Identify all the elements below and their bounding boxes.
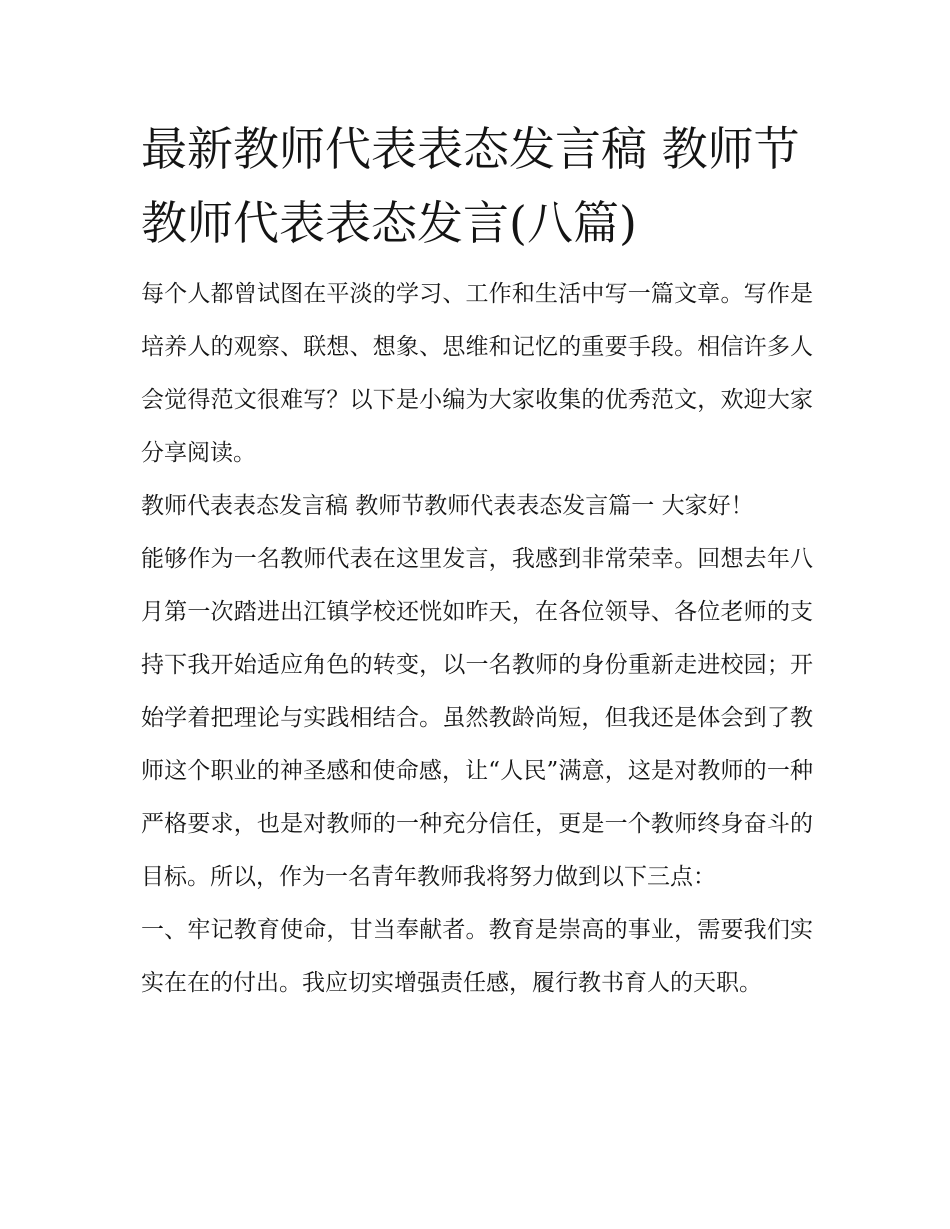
point-one-paragraph: 一、牢记教育使命，甘当奉献者。教育是崇高的事业，需要我们实实在在的付出。我应切实增强责任感，履行教书育人的天职。	[141, 917, 813, 996]
intro-paragraph: 每个人都曾试图在平淡的学习、工作和生活中写一篇文章。写作是培养人的观察、联想、想象、思维和记忆的重要手段。相信许多人会觉得范文很难写？以下是小编为大家收集的优秀范文，欢迎大家分享阅读。	[141, 281, 813, 466]
document-title: 最新教师代表表态发言稿 教师节教师代表表态发言(八篇)	[141, 122, 800, 250]
document-body	[141, 112, 813, 1010]
section-heading-paragraph: 教师代表表态发言稿 教师节教师代表表态发言篇一 大家好！	[141, 493, 754, 519]
speech-paragraph: 能够作为一名教师代表在这里发言，我感到非常荣幸。回想去年八月第一次踏进出江镇学校还恍如昨天，在各位领导、各位老师的支持下我开始适应角色的转变，以一名教师的身份重新走进校园；开始学着把理论与实践相结合。虽然教龄尚短，但我还是体会到了教师这个职业的神圣感和使命感，让“人民”满意，这是对教师的一种严格要求，也是对教师的一种充分信任，更是一个教师终身奋斗的目标。所以，作为一名青年教师我将努力做到以下三点：	[141, 546, 813, 890]
